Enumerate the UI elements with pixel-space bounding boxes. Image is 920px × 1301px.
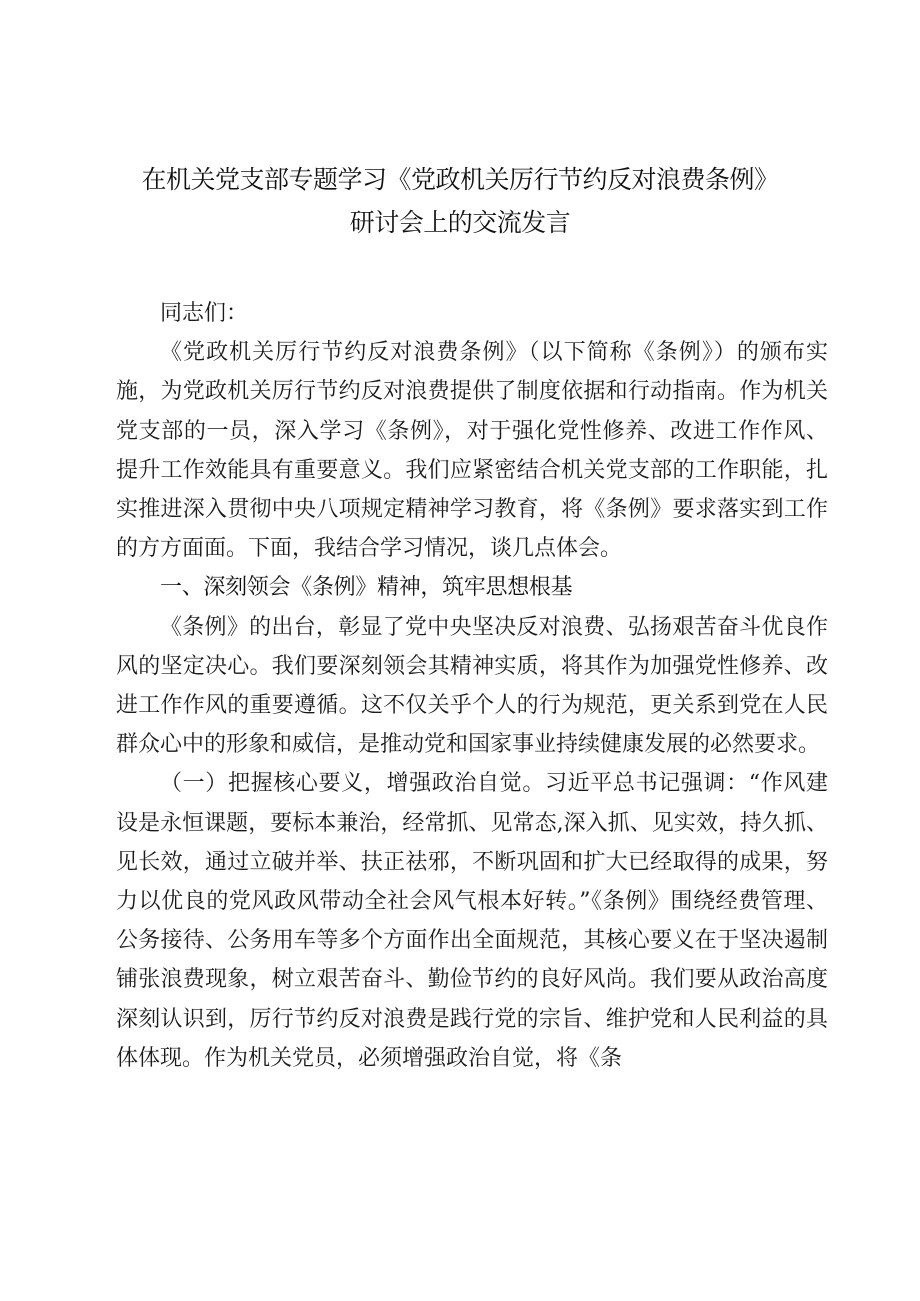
section-1-heading: 一、深刻领会《条例》精神，筑牢思想根基 [160,575,573,601]
intro-paragraph: 《党政机关厉行节约反对浪费条例》（以下简称《条例》）的颁布实施，为党政机关厉行节约反对浪费提供了制度依据和行动指南。作为机关党支部的一员，深入学习《条例》，对于强化党性修养、改进工作作风、提升工作效能具有重要意义。我们应紧密结合机关党支部的工作职能，扎实推进深入贯彻中央八项规定精神学习教育，将《条例》要求落实到工作的方方面面。下面，我结合学习情况，谈几点体会。 [116,340,828,562]
document-title-line-2: 研讨会上的交流发言 [349,208,571,237]
salutation: 同志们： [160,301,249,326]
section-1-paragraph: 《条例》的出台，彰显了党中央坚决反对浪费、弘扬艰苦奋斗优良作风的坚定决心。我们要深刻领会其精神实质，将其作为加强党性修养、改进工作作风的重要遵循。这不仅关乎个人的行为规范，更关系到党在人民群众心中的形象和威信，是推动党和国家事业持续健康发展的必然要求。 [116,614,828,758]
document-title-line-1: 在机关党支部专题学习《党政机关厉行节约反对浪费条例》 [141,165,779,194]
document-body [116,294,828,1078]
subsection-1-paragraph: （一）把握核心要义，增强政治自觉。习近平总书记强调：“作风建设是永恒课题，要标本兼治，经常抓、见常态,深入抓、见实效，持久抓、见长效，通过立破并举、扶正祛邪，不断巩固和扩大已经取得的成果，努力以优良的党风政风带动全社会风气根本好转。”《条例》围绕经费管理、公务接待、公务用车等多个方面作出全面规范，其核心要义在于坚决遏制铺张浪费现象，树立艰苦奋斗、勤俭节约的良好风尚。我们要从政治高度深刻认识到，厉行节约反对浪费是践行党的宗旨、维护党和人民利益的具体体现。作为机关党员，必须增强政治自觉，将《条 [116,771,828,1071]
